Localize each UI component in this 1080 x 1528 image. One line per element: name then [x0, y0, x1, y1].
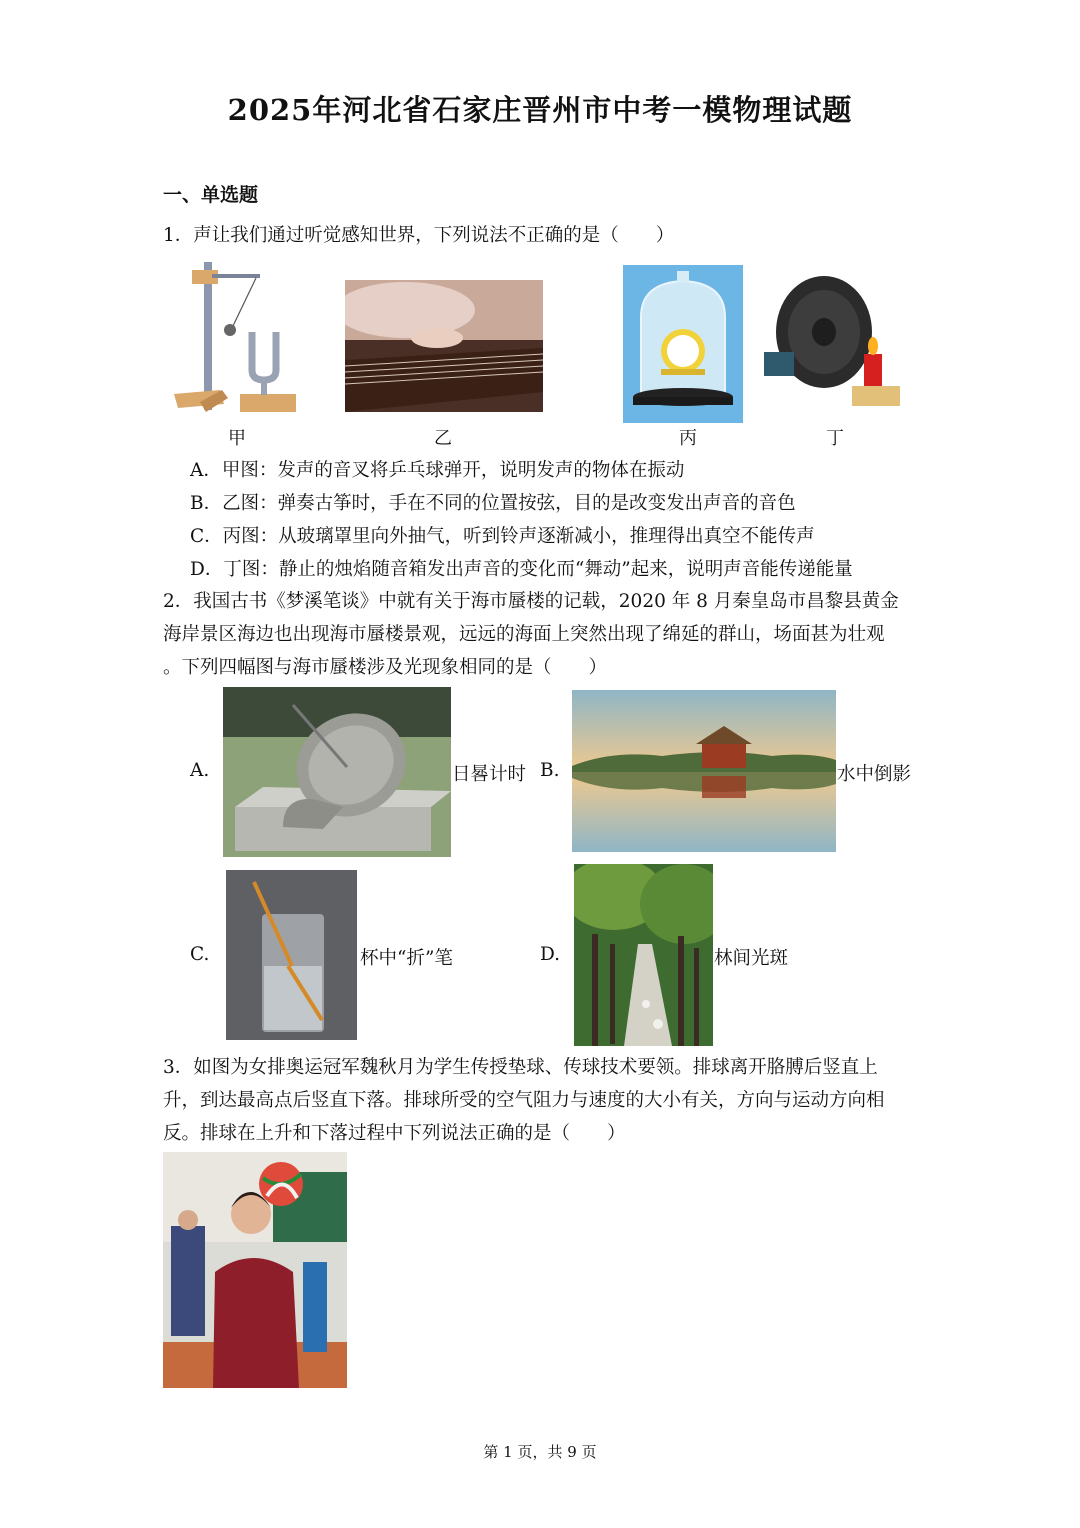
q2-option-d-label: 林间光斑	[714, 948, 789, 969]
figure-caption-yi: 乙	[434, 428, 452, 449]
question-2-stem-line-2: 海岸景区海边也出现海市蜃楼景观，远远的海面上突然出现了绵延的群山，场面甚为壮观	[163, 624, 885, 645]
question-3-stem-line-1: 3．如图为女排奥运冠军魏秋月为学生传授垫球、传球技术要领。排球离开胳膊后竖直上	[163, 1057, 878, 1078]
q2-option-a-letter: A.	[190, 760, 210, 781]
question-1-stem: 1．声让我们通过听觉感知世界，下列说法不正确的是（ ）	[163, 225, 675, 246]
q2-option-a-label: 日晷计时	[452, 764, 527, 785]
q2-option-d-letter: D.	[540, 944, 561, 965]
q2-option-c-letter: C.	[190, 944, 210, 965]
figure-caption-jia: 甲	[228, 428, 246, 449]
question-3-stem-line-3: 反。排球在上升和下落过程中下列说法正确的是（ ）	[163, 1123, 626, 1144]
question-2-stem-line-3: 。下列四幅图与海市蜃楼涉及光现象相同的是（ ）	[163, 657, 608, 678]
figure-caption-bing: 丙	[679, 428, 697, 449]
q1-option-d: D．丁图：静止的烛焰随音箱发出声音的变化而“舞动”起来，说明声音能传递能量	[190, 559, 853, 580]
speaker-candle-photo	[760, 272, 906, 412]
q2-option-b-letter: B.	[540, 760, 560, 781]
volleyball-coach-photo	[163, 1152, 347, 1388]
page-footer: 第 1 页，共 9 页	[483, 1443, 597, 1461]
guzheng-photo	[345, 280, 543, 412]
page-title: 2025年河北省石家庄晋州市中考一模物理试题	[227, 93, 853, 127]
q2-option-b-label: 水中倒影	[837, 764, 912, 785]
reflection-photo	[572, 690, 836, 852]
q2-option-c-label: 杯中“折”笔	[360, 948, 453, 969]
bell-jar-photo	[623, 265, 743, 423]
question-3-stem-line-2: 升，到达最高点后竖直下落。排球所受的空气阻力与速度的大小有关，方向与运动方向相	[163, 1090, 885, 1111]
section-heading: 一、单选题	[163, 184, 259, 206]
bent-pencil-photo	[226, 870, 357, 1040]
q1-option-a: A．甲图：发声的音叉将乒乓球弹开，说明发声的物体在振动	[190, 460, 685, 481]
question-2-stem-line-1: 2．我国古书《梦溪笔谈》中就有关于海市蜃楼的记载，2020 年 8 月秦皇岛市昌黎县黄金	[163, 591, 899, 612]
figure-caption-ding: 丁	[826, 428, 844, 449]
tuning-fork-figure	[170, 262, 302, 418]
q1-option-b: B．乙图：弹奏古筝时，手在不同的位置按弦，目的是改变发出声音的音色	[190, 493, 796, 514]
q1-option-c: C．丙图：从玻璃罩里向外抽气，听到铃声逐渐减小，推理得出真空不能传声	[190, 526, 815, 547]
forest-light-photo	[574, 864, 713, 1046]
sundial-photo	[223, 687, 451, 857]
